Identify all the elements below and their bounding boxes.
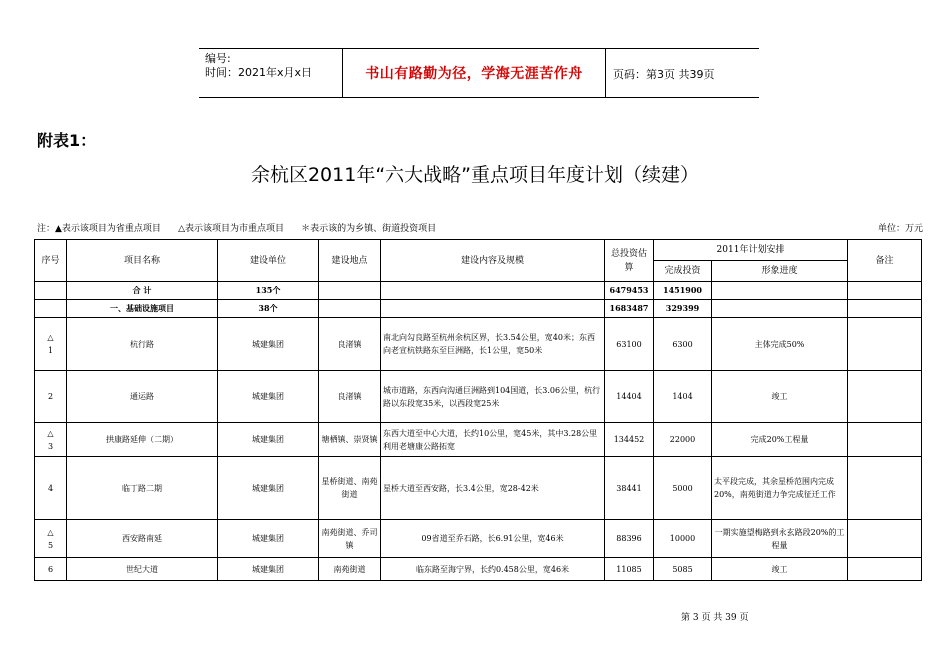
project-number: 5 [47,540,54,550]
project-location: 良渚镇 [319,371,381,423]
project-remark [848,371,922,423]
project-name: 世纪大道 [67,558,218,581]
project-name: 西安路南延 [67,520,218,558]
project-location: 良渚镇 [319,318,381,371]
table-row [35,318,922,371]
project-progress: 一期实施望梅路到永玄路段20%的工程量 [712,520,848,558]
project-unit: 城建集团 [218,423,319,457]
project-content: 星桥大道至西安路，长3.4公里，宽28-42米 [381,457,605,520]
project-location: 塘栖镇、崇贤镇 [319,423,381,457]
project-total: 11085 [605,558,654,581]
project-location: 南苑街道 [319,558,381,581]
project-name: 通运路 [67,371,218,423]
project-invest: 6300 [654,318,712,371]
project-unit: 城建集团 [218,558,319,581]
project-number: 4 [47,483,54,493]
project-remark [848,318,922,371]
header-unit: 建设单位 [218,240,319,282]
project-remark [848,457,922,520]
project-table [34,239,922,581]
header-content: 建设内容及规模 [381,240,605,282]
table-row [35,423,922,457]
appendix-label: 附表1： [37,131,97,150]
header-invest: 完成投资 [654,261,712,282]
project-invest: 10000 [654,520,712,558]
total-count: 135个 [218,282,319,300]
total-invest-2011: 1451900 [654,282,712,300]
table-row [35,520,922,558]
project-mark: △ [47,428,54,438]
unit-label: 单位：万元 [877,224,923,234]
page-footer: 第 3 页 共 39 页 [681,613,749,623]
project-progress: 主体完成50% [712,318,848,371]
seq-cell [35,318,67,371]
project-remark [848,520,922,558]
project-total: 88396 [605,520,654,558]
project-total: 14404 [605,371,654,423]
seq-cell [35,423,67,457]
seq-cell [35,457,67,520]
section-label: 一、基础设施项目 [67,300,218,318]
project-invest: 5000 [654,457,712,520]
project-location: 南苑街道、乔司镇 [319,520,381,558]
seq-cell [35,558,67,581]
project-number: 1 [47,346,54,355]
project-mark: △ [47,527,54,537]
project-unit: 城建集团 [218,520,319,558]
project-unit: 城建集团 [218,371,319,423]
project-content: 东西大道至中心大道，长约10公里，宽45米，其中3.28公里利用老塘康公路拓宽 [381,423,605,457]
project-invest: 5085 [654,558,712,581]
project-remark [848,423,922,457]
project-unit: 城建集团 [218,318,319,371]
project-name: 拱康路延伸（二期） [67,423,218,457]
project-progress: 太平段完成，其余星桥范围内完成20%，南苑街道力争完成征迁工作 [712,457,848,520]
project-progress: 竣工 [712,371,848,423]
project-progress: 完成20%工程量 [712,423,848,457]
total-row [35,282,922,300]
table-row [35,371,922,423]
page-info: 页码：第3页 共39页 [613,68,715,81]
project-content: 09省道至乔石路，长6.91公里，宽46米 [381,520,605,558]
project-content: 城市道路，东西向沟通巨洲路到104国道，长3.06公里，杭行路以东段宽35米，以西段宽25米 [381,371,605,423]
page-title: 余杭区2011年“六大战略”重点项目年度计划（续建） [250,164,700,186]
header-meta [205,52,312,80]
total-label: 合 计 [67,282,218,300]
project-progress: 竣工 [712,558,848,581]
number-label: 编号: [205,52,231,65]
project-unit: 城建集团 [218,457,319,520]
section-total: 1683487 [605,300,654,318]
project-total: 134452 [605,423,654,457]
time-label: 时间：2021年x月x日 [205,66,313,79]
project-name: 临丁路二期 [67,457,218,520]
project-invest: 22000 [654,423,712,457]
project-number: 2 [47,392,54,401]
header-total: 总投资估算 [605,240,654,282]
total-investment: 6479453 [605,282,654,300]
project-content: 临东路至海宁界，长约0.458公里，宽46米 [381,558,605,581]
project-mark: △ [47,333,54,342]
document-header [199,48,759,98]
project-total: 63100 [605,318,654,371]
seq-cell [35,371,67,423]
project-number: 6 [47,564,54,574]
section-count: 38个 [218,300,319,318]
legend-note: 注：▲表示该项目为省重点项目 △表示该项目为市重点项目 ＊表示该的为乡镇、街道投资项目 [37,224,437,234]
project-number: 3 [47,441,54,451]
seq-cell [35,520,67,558]
header-location: 建设地点 [319,240,381,282]
header-name: 项目名称 [67,240,218,282]
project-total: 38441 [605,457,654,520]
header-progress: 形象进度 [712,261,848,282]
header-plan: 2011年计划安排 [654,240,848,261]
section-row [35,300,922,318]
project-content: 南北向勾良路至杭州余杭区界，长3.54公里，宽40米；东西向老宣杭铁路东至巨洲路，长1公里，宽50米 [381,318,605,371]
header-remark: 备注 [848,240,922,282]
table-row [35,457,922,520]
project-remark [848,558,922,581]
table-row [35,558,922,581]
header-seq: 序号 [35,240,67,282]
project-location: 星桥街道、南苑街道 [319,457,381,520]
project-invest: 1404 [654,371,712,423]
motto: 书山有路勤为径，学海无涯苦作舟 [342,49,606,97]
project-name: 杭行路 [67,318,218,371]
section-invest: 329399 [654,300,712,318]
